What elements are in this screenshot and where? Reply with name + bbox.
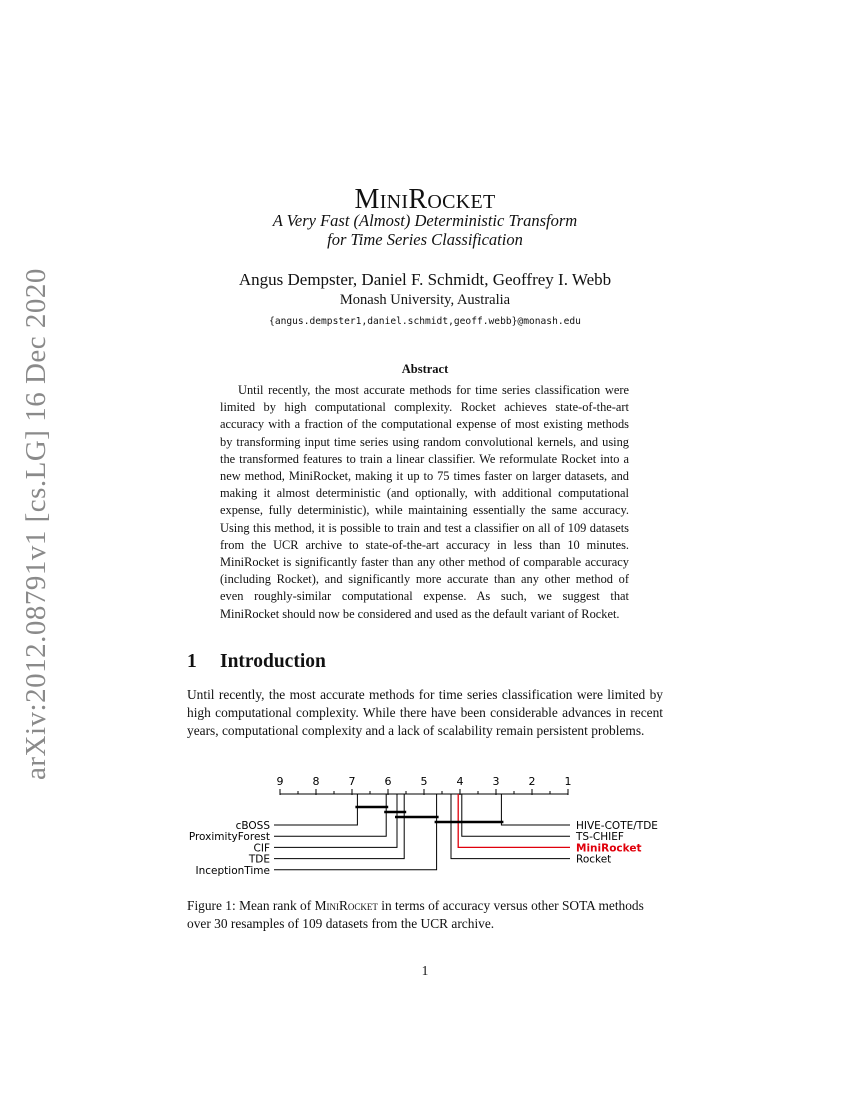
subtitle-line-1: A Very Fast (Almost) Deterministic Transform [272,211,578,230]
author-emails: {angus.dempster1,daniel.schmidt,geoff.webb}@monash.edu [269,316,581,327]
cd-tick-label: 9 [276,775,284,788]
cd-tick-label: 5 [420,775,428,788]
cd-method-label: InceptionTime [195,864,270,877]
cd-method-label: CIF [253,842,270,855]
cd-tick-label: 7 [348,775,356,788]
section-title: Introduction [220,651,326,672]
cd-method-label: MiniRocket [576,842,642,855]
cd-tick-label: 1 [564,775,572,788]
cd-tick-label: 6 [384,775,392,788]
cd-connector-left [274,794,386,836]
abstract-heading: Abstract [401,362,449,376]
intro-paragraph: Until recently, the most accurate methods for time series classification were limited by high computational complexity. While there have been considerable advances in recent years, computational complexity and a lack of scalability remain persistent problems. [187,687,663,738]
cd-method-label: cBOSS [235,820,270,832]
author-list: Angus Dempster, Daniel F. Schmidt, Geoffrey I. Webb [238,270,612,289]
figure-caption: Figure 1: Mean rank of MiniRocket in terms of accuracy versus other SOTA methods over 30 resamples of 109 datasets from the UCR archive. [187,898,644,931]
abstract-body: Until recently, the most accurate methods for time series classification were limited by high computational complexity. Rocket achieves state-of-the-art accuracy with a fraction of the computational expense of most existing methods by transforming input time series using random convolutional kernels, and using the transformed features to train a linear classifier. We reformulate Rocket into a new method, MiniRocket, making it up to 75 times faster on larger datasets, and making it almost deterministic (and optionally, with additional computational expense, fully deterministic), while maintaining essentially the same accuracy. Using this method, it is possible to train and test a classifier on all of 109 datasets from the UCR archive to state-of-the-art accuracy in less than 10 minutes. MiniRocket is significantly faster than any other method of comparable accuracy (including Rocket), and significantly more accurate than any other method of even roughly-similar computational expense. As such, we suggest that MiniRocket should now be considered and used as the default variant of Rocket. [220,383,629,621]
affiliation: Monash University, Australia [339,292,511,308]
cd-tick-label: 2 [528,775,536,788]
cd-connector-right [501,794,570,825]
cd-tick-label: 8 [312,775,320,788]
arxiv-identifier: arXiv:2012.08791v1 [cs.LG] 16 Dec 2020 [20,268,52,780]
cd-connector-right [451,794,570,859]
section-heading [187,651,326,673]
cd-tick-label: 3 [492,775,500,788]
subtitle-line-2: for Time Series Classification [327,230,523,249]
page-number: 1 [421,963,429,978]
cd-tick-label: 4 [456,775,464,788]
cd-method-label: HIVE-COTE/TDE [576,820,658,832]
cd-diagram [180,774,670,884]
cd-connector-right [462,794,570,836]
section-number: 1 [187,651,197,672]
cd-method-label: TS-CHIEF [576,831,624,844]
paper-subtitle [0,211,850,249]
cd-method-label: Rocket [576,853,612,866]
cd-method-label: ProximityForest [188,831,270,844]
cd-diagram-figure [180,774,670,884]
paper-title: MiniRocket [354,184,496,215]
cd-connector-left [274,794,357,825]
cd-connector-left [274,794,404,859]
cd-connector-left [274,794,397,847]
cd-method-label: TDE [248,853,270,866]
